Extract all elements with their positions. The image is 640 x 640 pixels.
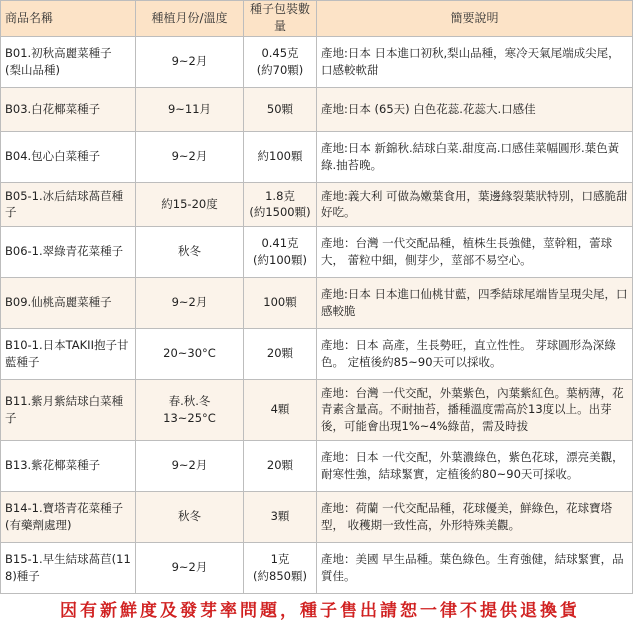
table-row	[1, 542, 633, 593]
description-cell: 產地:日本 (65天) 白色花蕊.花蕊大.口感佳	[317, 87, 633, 131]
table-row	[1, 328, 633, 379]
package-qty-cell: 0.45克 (約70顆)	[244, 36, 317, 87]
return-policy-notice: 因有新鮮度及發芽率問題，種子售出請恕一律不提供退換貨	[60, 601, 580, 621]
table-row	[1, 131, 633, 182]
planting-month-cell: 9~2月	[136, 542, 244, 593]
product-name-cell: B05-1.冰后結球萵苣種子	[1, 182, 136, 226]
table-row	[1, 277, 633, 328]
product-name-cell: B03.白花椰菜種子	[1, 87, 136, 131]
table-row	[1, 379, 633, 440]
package-qty-cell: 約100顆	[244, 131, 317, 182]
planting-month-cell: 9~2月	[136, 131, 244, 182]
package-qty-cell: 20顆	[244, 440, 317, 491]
product-name-cell: B13.紫花椰菜種子	[1, 440, 136, 491]
product-name-cell: B04.包心白菜種子	[1, 131, 136, 182]
product-name-cell: B14-1.寶塔青花菜種子 (有藥劑處理)	[1, 491, 136, 542]
description-cell: 產地：日本 高產，生長勢旺，直立性性。 芽球圓形為深綠色。 定植後約85~90天可以採收。	[317, 328, 633, 379]
planting-month-cell: 9~2月	[136, 440, 244, 491]
planting-month-cell: 9~2月	[136, 277, 244, 328]
planting-month-cell: 秋冬	[136, 226, 244, 277]
description-cell: 產地：台灣 一代交配，外葉紫色，內葉紫紅色。葉柄薄，花青素含量高。不耐抽苔，播種溫度需高於13度以上。出芽後，可能會出現1%~4%綠苗，需及時拔	[317, 379, 633, 440]
planting-month-cell: 20~30°C	[136, 328, 244, 379]
table-row	[1, 87, 633, 131]
header-package-qty: 種子包裝數量	[244, 1, 317, 37]
table-body	[1, 36, 633, 593]
description-cell: 產地:義大利 可做為嫩葉食用，葉邊緣裂葉狀特別，口感脆甜好吃。	[317, 182, 633, 226]
description-cell: 產地：日本 一代交配，外葉濃綠色，紫色花球，漂亮美觀，耐寒性強，結球緊實，定植後約80~90天可採收。	[317, 440, 633, 491]
description-cell: 產地:日本 新錦秋.結球白菜.甜度高.口感佳菜幅圓形.葉色黃綠.抽苔晚。	[317, 131, 633, 182]
header-description: 簡要說明	[317, 1, 633, 37]
planting-month-cell: 秋冬	[136, 491, 244, 542]
table-row	[1, 491, 633, 542]
package-qty-cell: 1克 (約850顆)	[244, 542, 317, 593]
table-row	[1, 440, 633, 491]
package-qty-cell: 20顆	[244, 328, 317, 379]
planting-month-cell: 春.秋.冬 13~25°C	[136, 379, 244, 440]
description-cell: 產地：台灣 一代交配品種，植株生長強健，莖幹粗，蕾球大， 蕾粒中細，側芽少，莖部不易空心。	[317, 226, 633, 277]
planting-month-cell: 9~2月	[136, 36, 244, 87]
table-row	[1, 182, 633, 226]
description-cell: 產地：荷蘭 一代交配品種，花球優美，鮮綠色，花球寶塔型， 收穫期一致性高，外形特殊美觀。	[317, 491, 633, 542]
description-cell: 產地：美國 早生品種。葉色綠色。生育強健，結球緊實，品質佳。	[317, 542, 633, 593]
description-cell: 產地:日本 日本進口仙桃甘藍，四季結球尾端皆呈現尖尾，口感較脆	[317, 277, 633, 328]
product-name-cell: B15-1.早生結球萵苣(118)種子	[1, 542, 136, 593]
header-planting-month: 種植月份/溫度	[136, 1, 244, 37]
product-name-cell: B01.初秋高麗菜種子 (梨山品種)	[1, 36, 136, 87]
package-qty-cell: 3顆	[244, 491, 317, 542]
table-header	[1, 1, 633, 37]
planting-month-cell: 約15-20度	[136, 182, 244, 226]
package-qty-cell: 4顆	[244, 379, 317, 440]
package-qty-cell: 50顆	[244, 87, 317, 131]
package-qty-cell: 100顆	[244, 277, 317, 328]
header-product-name: 商品名稱	[1, 1, 136, 37]
product-name-cell: B11.紫月紫結球白菜種子	[1, 379, 136, 440]
description-cell: 產地:日本 日本進口初秋,梨山品種，寒冷天氣尾端成尖尾，口感較軟甜	[317, 36, 633, 87]
product-name-cell: B10-1.日本TAKII抱子甘藍種子	[1, 328, 136, 379]
product-name-cell: B06-1.翠綠青花菜種子	[1, 226, 136, 277]
product-name-cell: B09.仙桃高麗菜種子	[1, 277, 136, 328]
planting-month-cell: 9~11月	[136, 87, 244, 131]
table-row	[1, 36, 633, 87]
table-row	[1, 226, 633, 277]
package-qty-cell: 0.41克 (約100顆)	[244, 226, 317, 277]
package-qty-cell: 1.8克 (約1500顆)	[244, 182, 317, 226]
header-row	[1, 1, 633, 37]
